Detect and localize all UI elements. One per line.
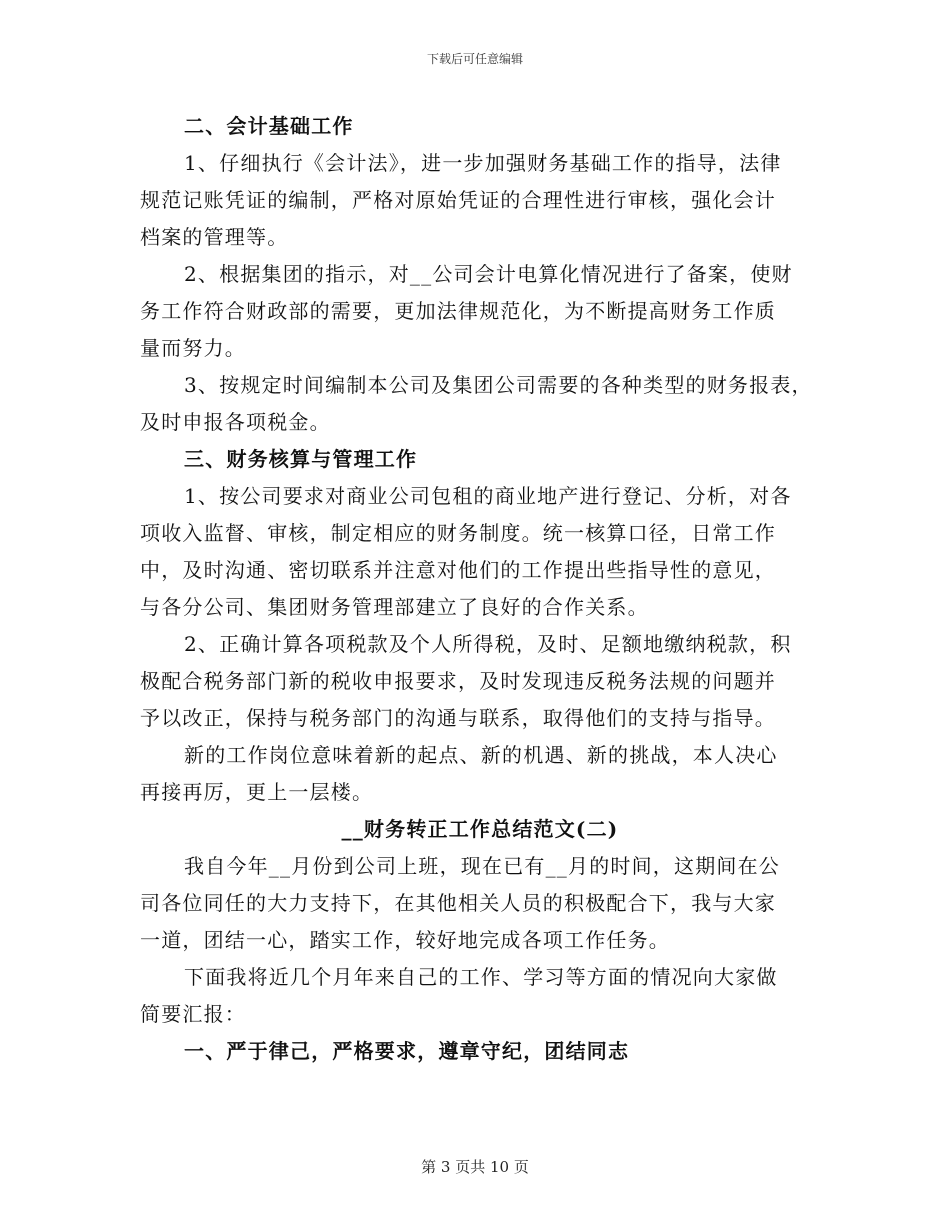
paragraph-line: 1、按公司要求对商业公司包租的商业地产进行登记、分析，对各: [184, 484, 792, 508]
paragraph-line: 简要汇报：: [140, 1002, 246, 1026]
section-heading-accounting-basics: 二、会计基础工作: [184, 114, 354, 138]
paragraph-line: 及时申报各项税金。: [140, 410, 331, 434]
paragraph-line: 新的工作岗位意味着新的起点、新的机遇、新的挑战，本人决心: [184, 743, 778, 767]
paragraph-line: 项收入监督、审核，制定相应的财务制度。统一核算口径，日常工作: [140, 521, 776, 545]
paragraph-line: 量而努力。: [140, 336, 246, 360]
paragraph-line: 下面我将近几个月年来自己的工作、学习等方面的情况向大家做: [184, 965, 778, 989]
paragraph-line: 极配合税务部门新的税收申报要求，及时发现违反税务法规的问题并: [140, 669, 776, 693]
page-number: 第 3 页共 10 页: [421, 1158, 529, 1176]
paragraph-line: 务工作符合财政部的需要，更加法律规范化，为不断提高财务工作质: [140, 299, 776, 323]
section-heading-discipline: 一、严于律己，严格要求，遵章守纪，团结同志: [184, 1039, 630, 1063]
document-body: [140, 108, 820, 1070]
paragraph-line: 3、按规定时间编制本公司及集团公司需要的各种类型的财务报表，: [184, 373, 813, 397]
paragraph-line: 我自今年__月份到公司上班，现在已有__月的时间，这期间在公: [184, 854, 780, 878]
paragraph-line: 再接再厉，更上一层楼。: [140, 780, 374, 804]
paragraph-line: 规范记账凭证的编制，严格对原始凭证的合理性进行审核，强化会计: [140, 188, 776, 212]
section-heading-accounting-management: 三、财务核算与管理工作: [184, 447, 418, 471]
paragraph-line: 2、根据集团的指示，对__公司会计电算化情况进行了备案，使财: [184, 262, 793, 286]
page-header: 下载后可任意编辑: [426, 52, 523, 66]
paragraph-line: 中，及时沟通、密切联系并注意对他们的工作提出些指导性的意见，: [140, 558, 776, 582]
paragraph-line: 档案的管理等。: [140, 225, 289, 249]
document-title-part-two: __财务转正工作总结范文(二): [341, 817, 619, 841]
paragraph-line: 一道，团结一心，踏实工作，较好地完成各项工作任务。: [140, 928, 670, 952]
paragraph-line: 与各分公司、集团财务管理部建立了良好的合作关系。: [140, 595, 649, 619]
paragraph-line: 司各位同任的大力支持下，在其他相关人员的积极配合下，我与大家: [140, 891, 776, 915]
paragraph-line: 予以改正，保持与税务部门的沟通与联系，取得他们的支持与指导。: [140, 706, 776, 730]
paragraph-line: 2、正确计算各项税款及个人所得税，及时、足额地缴纳税款，积: [184, 632, 792, 656]
paragraph-line: 1、仔细执行《会计法》，进一步加强财务基础工作的指导，法律: [184, 151, 782, 175]
